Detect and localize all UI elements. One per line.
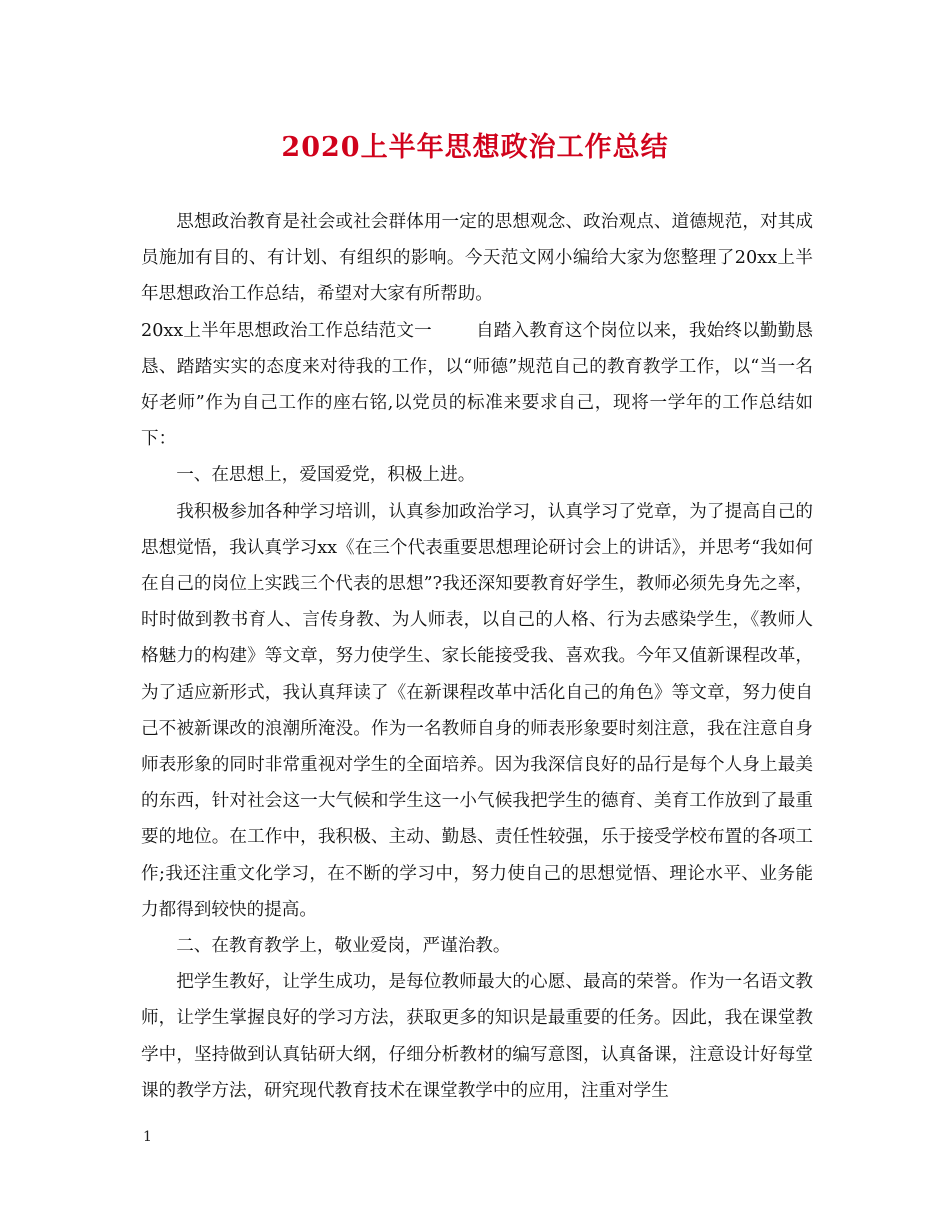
document-body <box>141 204 813 1109</box>
section-heading-thought: 一、在思想上，爱国爱党，积极上进。 <box>176 465 476 486</box>
page-number: 1 <box>143 1129 152 1145</box>
sample-paragraph <box>141 313 813 458</box>
sample-heading: 20xx上半年思想政治工作总结范文一 <box>141 320 432 341</box>
section-heading-teaching: 二、在教育教学上，敬业爱岗，严谨治教。 <box>176 936 511 957</box>
sample-opening-text: 自踏入教育这个岗位以来，我始终以勤勤恳恳、踏踏实实的态度来对待我的工作，以“师德”规范自己的教育教学工作，以“当一名好老师”作为自己工作的座右铭,以党员的标准来要求自己，现将一学年的工作总结如下： <box>141 320 813 450</box>
thought-paragraph: 我积极参加各种学习培训，认真参加政治学习，认真学习了党章，为了提高自己的思想觉悟，我认真学习xx《在三个代表重要思想理论研讨会上的讲话》，并思考“我如何在自己的岗位上实践三个代表的思想”?我还深知要教育好学生，教师必须先身先之率，时时做到教书育人、言传身教、为人师表，以自己的人格、行为去感染学生，《教师人格魅力的构建》等文章，努力使学生、家长能接受我、喜欢我。今年又值新课程改革，为了适应新形式，我认真拜读了《在新课程改革中活化自己的角色》等文章，努力使自己不被新课改的浪潮所淹没。作为一名教师自身的师表形象要时刻注意，我在注意自身师表形象的同时非常重视对学生的全面培养。因为我深信良好的品行是每个人身上最美的东西，针对社会这一大气候和学生这一小气候我把学生的德育、美育工作放到了最重要的地位。在工作中，我积极、主动、勤恳、责任性较强，乐于接受学校布置的各项工作;我还注重文化学习，在不断的学习中，努力使自己的思想觉悟、理论水平、业务能力都得到较快的提高。 <box>141 501 813 920</box>
teaching-paragraph: 把学生教好，让学生成功，是每位教师最大的心愿、最高的荣誉。作为一名语文教师，让学生掌握良好的学习方法，获取更多的知识是最重要的任务。因此，我在课堂教学中，坚持做到认真钻研大纲，仔细分析教材的编写意图，认真备课，注意设计好每堂课的教学方法，研究现代教育技术在课堂教学中的应用，注重对学生 <box>141 972 813 1101</box>
document-title: 2020上半年思想政治工作总结 <box>281 132 669 163</box>
intro-paragraph: 思想政治教育是社会或社会群体用一定的思想观念、政治观点、道德规范，对其成员施加有目的、有计划、有组织的影响。今天范文网小编给大家为您整理了20xx上半年思想政治工作总结，希望对大家有所帮助。 <box>141 212 813 305</box>
